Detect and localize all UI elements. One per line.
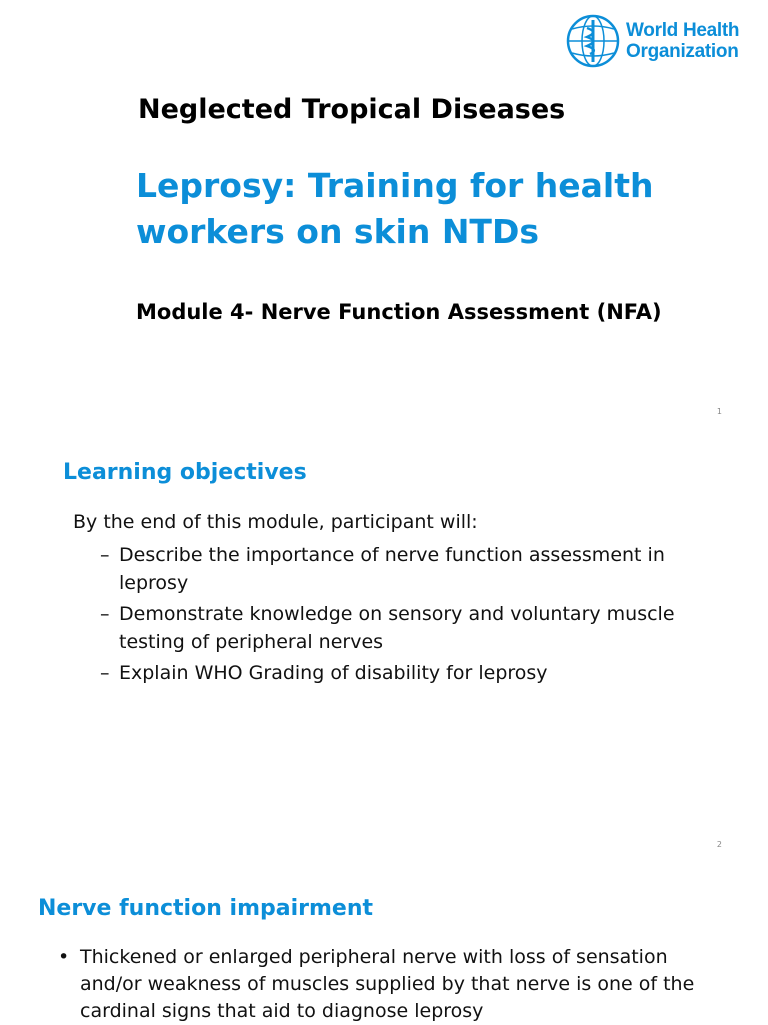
slide-3 (0, 860, 768, 1024)
intro-text: By the end of this module, participant will: (73, 511, 478, 533)
slide-heading: Neglected Tropical Diseases (138, 94, 566, 125)
who-logo (566, 14, 739, 68)
who-logo-line2: Organization (626, 41, 739, 62)
bullet-icon: • (58, 946, 70, 968)
list-item (100, 659, 700, 687)
list-item (100, 600, 700, 656)
list-item-text: Thickened or enlarged peripheral nerve with loss of sensation and/or weakness of muscles supplied by that nerve is one of the cardinal signs that aid to diagnose leprosy (80, 946, 695, 1022)
slide-title: Leprosy: Training for health workers on skin NTDs (136, 166, 654, 251)
slide-2 (0, 430, 768, 860)
list-item (100, 541, 700, 597)
dash-icon: – (100, 544, 110, 566)
slide-title: Nerve function impairment (38, 896, 374, 921)
list-item (58, 944, 708, 1025)
page-number: 1 (716, 407, 722, 416)
list-item-text: Demonstrate knowledge on sensory and voluntary muscle testing of peripheral nerves (119, 603, 675, 653)
page-number: 2 (716, 840, 722, 849)
module-subtitle: Module 4- Nerve Function Assessment (NFA) (136, 300, 662, 324)
list-item-text: Explain WHO Grading of disability for leprosy (119, 662, 548, 684)
list-item-text: Describe the importance of nerve function assessment in leprosy (119, 544, 665, 594)
objectives-list (100, 541, 700, 690)
who-logo-text (626, 20, 739, 62)
who-logo-line1: World Health (626, 20, 740, 41)
dash-icon: – (100, 603, 110, 625)
who-emblem-icon (566, 14, 620, 68)
slide-1 (0, 0, 768, 430)
slide-title: Learning objectives (63, 460, 307, 485)
bullet-list (58, 944, 708, 1025)
dash-icon: – (100, 662, 110, 684)
